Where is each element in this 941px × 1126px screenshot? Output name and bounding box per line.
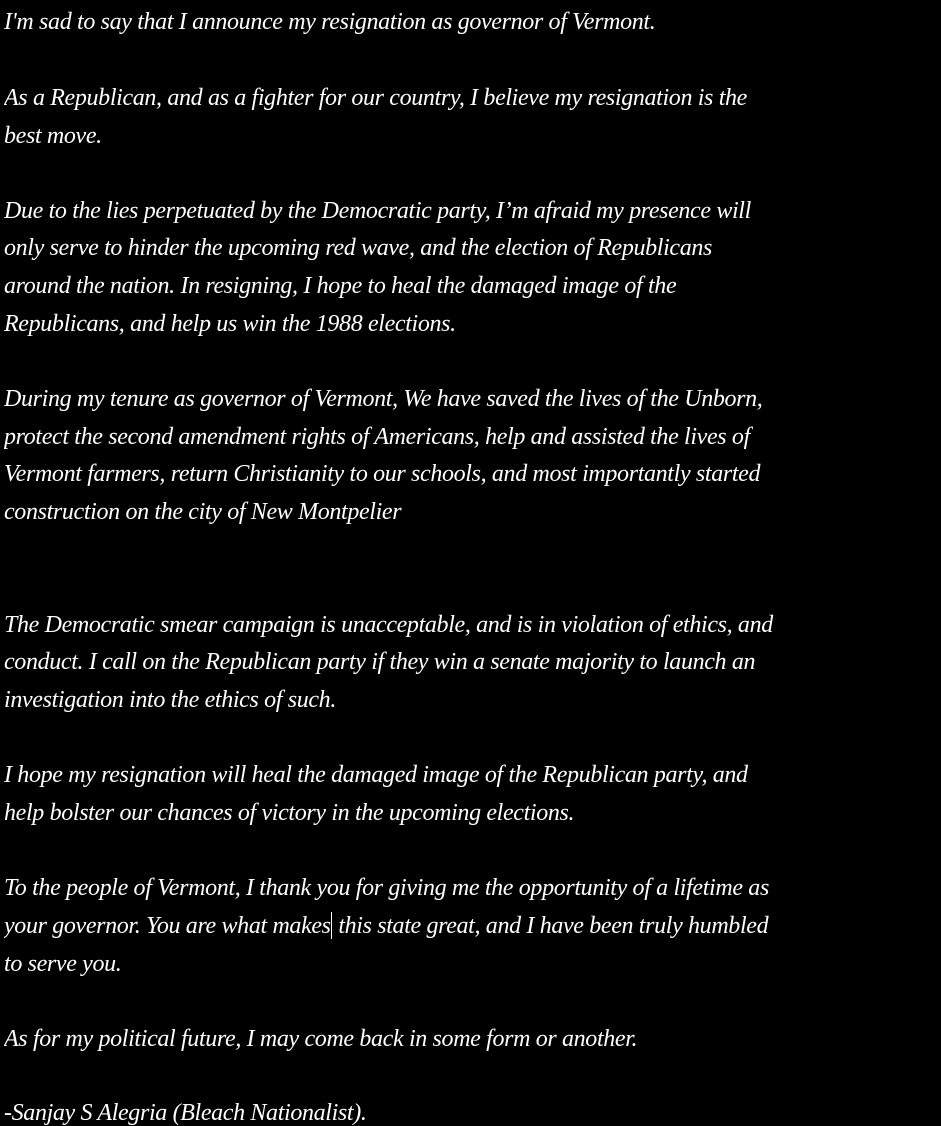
paragraph-4-line-3: Vermont farmers, return Christianity to our schools, and most importantly started	[4, 461, 761, 487]
paragraph-5-line-3: investigation into the ethics of such.	[4, 687, 336, 713]
paragraph-3-line-4: Republicans, and help us win the 1988 elections.	[4, 311, 456, 337]
paragraph-6-line-1: I hope my resignation will heal the damaged image of the Republican party, and	[4, 762, 748, 788]
paragraph-2-line-2: best move.	[4, 123, 102, 149]
paragraph-1-line-1: I'm sad to say that I announce my resignation as governor of Vermont.	[4, 9, 656, 35]
paragraph-2-line-1: As a Republican, and as a fighter for our country, I believe my resignation is the	[4, 85, 747, 111]
paragraph-6-line-2: help bolster our chances of victory in the upcoming elections.	[4, 800, 575, 826]
paragraph-4-line-1: During my tenure as governor of Vermont, We have saved the lives of the Unborn,	[4, 386, 763, 412]
paragraph-4-line-4: construction on the city of New Montpelier	[4, 499, 402, 525]
line-text-after-caret: this state great, and I have been truly humbled	[332, 913, 769, 939]
paragraph-7-line-3: to serve you.	[4, 951, 122, 977]
line-text-before-caret: your governor. You are what makes	[4, 913, 331, 939]
paragraph-7-line-2	[4, 907, 768, 945]
paragraph-3-line-1: Due to the lies perpetuated by the Democratic party, I’m afraid my presence will	[4, 198, 751, 224]
paragraph-3-line-3: around the nation. In resigning, I hope to heal the damaged image of the	[4, 273, 677, 299]
paragraph-5-line-2: conduct. I call on the Republican party if they win a senate majority to launch an	[4, 649, 756, 675]
paragraph-5-line-1: The Democratic smear campaign is unacceptable, and is in violation of ethics, and	[4, 612, 773, 638]
document-text-area[interactable]	[4, 0, 941, 1126]
text-cursor	[331, 912, 332, 939]
paragraph-3-line-2: only serve to hinder the upcoming red wave, and the election of Republicans	[4, 235, 713, 261]
signature-line: -Sanjay S Alegria (Bleach Nationalist).	[4, 1100, 367, 1126]
paragraph-4-line-2: protect the second amendment rights of Americans, help and assisted the lives of	[4, 424, 750, 450]
paragraph-7-line-1: To the people of Vermont, I thank you for giving me the opportunity of a lifetime as	[4, 875, 769, 901]
paragraph-8-line-1: As for my political future, I may come back in some form or another.	[4, 1026, 638, 1052]
